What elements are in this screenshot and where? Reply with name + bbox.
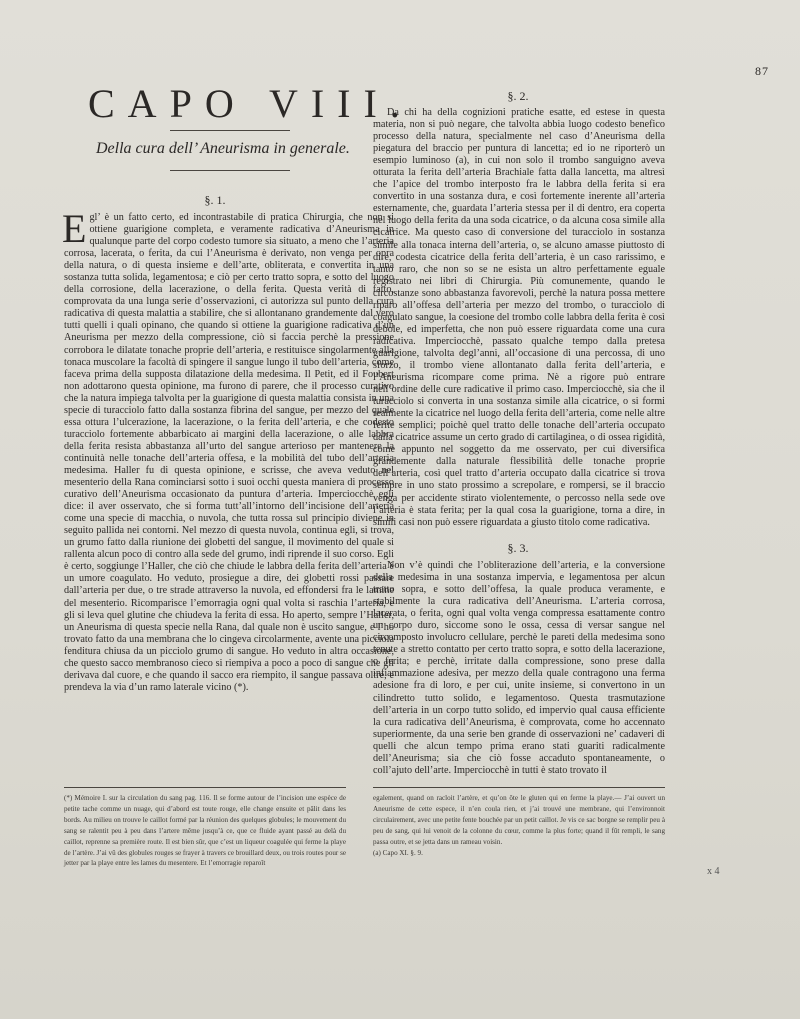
- page-number: 87: [755, 64, 769, 78]
- drop-cap: E: [62, 206, 87, 251]
- right-column-section-3: [373, 560, 665, 777]
- footnote-reference: (a) Capo XI. §. 9.: [373, 848, 423, 857]
- section-3-text: Non v’è quindi che l’obliterazione dell’arteria, e la conversione della medesima in una sostanza impervia, e legamentosa per alcun tratto sopra, e sotto dell’offesa, la quale produca veramente, e stabilmente la cura radicativa dell’Aneurisma. L’arteria corrosa, lacerata, o ferita, ogni qual volta venga compressa esattamente contro un corpo duro, siccome sono le ossa, cessa di versar sangue nel circomposto involucro cellulare, perchè le pareti della medesima sono tenute a stretto contatto per certo tratto sopra, e sotto della lacerazione, o ferita; e perchè, irritate dalla compressione, sono prese dalla infiammazione adesiva, per mezzo della quale contragono una ferma adesione fra di loro, e per cui, unite insieme, si convertono in un cilindretto tutto solido, e legamentoso. Questa trasmutazione dell’arteria in un corpo tutto solido, ed impervio qual causa efficiente la cura radicativa dell’Aneurisma, è comprovata, come ho accennato superiormente, da una serie ben grande di osservazioni ne’ cadaveri di quelli che alcun tempo prima erano stati guariti radicalmente dell’Aneurisma; sia che ciò fosse accaduto spontaneamente, o coll’ajuto dell’arte. Imperciocchè in tutti è stato trovato il: [373, 560, 665, 776]
- footnote-left: [64, 793, 346, 869]
- section-1-mark: §. 1.: [204, 193, 226, 207]
- section-1-paragraph: [62, 206, 394, 694]
- left-column: [62, 206, 394, 694]
- section-2-mark: §. 2.: [507, 89, 529, 103]
- subtitle-rule: [170, 170, 290, 171]
- footnote-right-text: egalement, quand on racloit l’artère, et qu’on ôte le gluten qui en ferme la playe.— J’ai ouvert un Aneurisme de cette espece, il n’en coula rien, et j’ai trouvé une membrane, qui l’environnoit circulairement, avec une petite fente bouchée par un petit caillot. Je vis ce sac borgne se remplir peu à peu de sang, qui lui venoit de la colonne du cœur, comme la plus forte; quand il fût rempli, le sang passa outre, et se jetta dans un rameau voisin.: [373, 794, 665, 846]
- section-1-text: gl’ è un fatto certo, ed incontrastabile di pratica Chirurgia, che non si ottiene guarigione completa, e veramente radicativa d’Aneurisma in qualunque parte del corpo codesto tumore sia situato, a meno che l’arteria corrosa, lacerata, o ferita, da cui l’Aneurisma è derivato, non venga per opra della natura, o di questa insieme e dell’arte, obliterata, e convertita in una sostanza tutta solida, legamentosa; e ciò per certo tratto sopra, e sotto del luogo della corrosione, della lacerazione, o della ferita. Questa verità di fatto, comprovata da una lunga serie d’osservazioni, ci autorizza sul punto della cura radicativa di questa malattia a stabilire, che si allontanano grandemente dal vero tutti quelli i quali opinano, che quando si ottiene la guarigione radicativa d’un Aneurisma per mezzo della compressione, ciò si faccia perchè la pressione corrobora le dilatate tonache proprie dell’arteria, e restituisce singolarmente alla tonaca muscolare la facoltà di spingere il sangue lungo il tubo dell’arteria, come faceva prima della supposta dilatazione della medesima. Il Petit, ed il Foubert non adottarono questa opinione, ma furono di parere, che il processo curativo che la natura impiega talvolta per la guarigione di questa malattia consista in una specie di turacciolo fatto dalla sostanza fibrina del sangue, per mezzo del quale essa ottura l’ulcerazione, la lacerazione, o la ferita dell’arteria, e che codesto turacciolo fortemente abbarbicato ai margini della lacerazione, o alle labbra della ferita resista abbastanza all’urto del sangue arterioso per mantenere la continuità nelle tonache dell’arteria offesa, e la mobilità del tubo dell’arteria medesima. Haller fu di questa opinione, e scrisse, che aveva veduto nel mesenterio della Rana cominciarsi sotto i suoi occhi questa maniera di processo curativo dell’Aneurisma occasionato da puntura d’arteria. Imperciocchè egli dice: il aver osservato, che si forma tutt’all’intorno dell’incisione dell’arteria come una specie di macchia, o nuvola, che tutta rossa sul principio diviene in seguito pallida nei contorni. Nel mezzo di questa nuvola, continua egli, si trova, un grumo fatto dalla riunione dei globetti del sangue, il movimento del quale si rallenta alcun poco di contro alla sede del grumo, indi riprende il suo corso. Egli è certo, soggiunge l’Haller, che ciò che chiude le labbra della ferita dell’arteria è un umore coagulato. Ho veduto, prosiegue a dire, dei globetti rossi passare dall’arteria per due, o tre strade attraverso la nuvola, ed effondersi fra le lamine del mesenterio. Ricomparisce l’emorragia ogni qual volta si raschia l’arteria, e gli si leva quel glutine che chiudeva la ferita di essa. Ho aperto, sempre l’Haller, un Aneurisma di questa specie nella Rana, dal quale non è uscito sangue, e l’ho trovato fatto da una membrana che lo cingeva circolarmente, avente una picciola fenditura chiusa da un picciolo grumo di sangue. Ho veduto in altra occasione, che questo sacco membranoso cieco si riempiva a poco a poco di sangue che gli derivava dal cuore, e che quando il sacco era riempito, il sangue passava oltre, e prendeva la via d’un ramo laterale vicino (*).: [64, 212, 394, 693]
- footnote-left-text: (*) Mémoire I. sur la circulation du sang pag. 116. Il se forme autour de l’incision une espèce de petite tache comme un nuage, qui d’abord est toute rouge, elle change ensuite et pâlit dans les bords. Au milieu on trouve le caillot formé par la réunion des quelques globules; le mouvement du sang se ralentit peu à peu dans l’artere même jusqu’à ce, que ce fluide ayant passé au delà du caillot, reprenne sa première route. Il est bien sûr, que c’est un liqueur coagulée qui ferme la playe de l’artère. J’ai vû des globules rouges se frayer à travers ce brouillard deux, ou trois routes pour se jetter par la playe entre les lames du mesentere. Et l’emorragie reparoît: [64, 794, 346, 868]
- chapter-subtitle: Della cura dell’ Aneurisma in generale.: [96, 140, 350, 157]
- right-column-section-2: [373, 107, 665, 529]
- signature-mark: x 4: [707, 866, 720, 877]
- footnote-separator-right: [373, 787, 665, 788]
- title-rule: [170, 130, 290, 131]
- footnote-separator-left: [64, 787, 346, 788]
- section-2-text: Da chi ha della cognizioni pratiche esatte, ed estese in questa materia, non si può negare, che talvolta abbia luogo codesto benefico processo della natura, specialmente nel caso d’Aneurisma della piegatura del braccio per puntura di lancetta; ed io ne riporterò un esempio luminoso (a), in cui non solo il trombo sanguigno aveva otturata la ferita dell’arteria Brachiale fatta dalla lancetta, ma altresì che l’apice del trombo interposto fra le labbra della ferita si era convertito in una sostanza dura, e così fortemente inerente all’arteria esternamente, che, guardata l’arteria stessa per il di dentro, era coperta nel luogo della ferita da una soda cicatrice, o da alcuna cosa simile alla cicatrice. Ma questo caso di conversione del turacciolo in sostanza simile alla tonaca interna dell’arteria, o, se alcuno amasse piuttosto di dire, codesta cicatrice della ferita dell’arteria, è un caso rarissimo, e tanto raro, che non so se ne esista un altro perfettamente eguale registrato nei libri di Chirurgia. Più comunemente, quando le circostanze sono abbastanza favorevoli, perchè la natura possa mettere riparo all’offesa dell’arteria per mezzo del trombo, o turacciolo di coagulato sangue, la coesione del trombo colle labbra della ferita è così debole, ed imperfetta, che non può essere riguardata come una cura radicativa. Imperciocchè, passato qualche tempo dalla pretesa guarigione, talvolta degl’anni, all’occasione di una percossa, di uno sforzo, il trombo viene allontanato dalla ferita dell’arteria, e l’Aneurisma ricompare come prima. Nè a rigore può entrare nell’ordine delle cure radicative il primo caso. Imperciocchè, sia che il turacciolo si converta in una sostanza simile alla cicatrice, o si formi realmente la cicatrice nel luogo della ferita dell’arteria, come nelle altre ferite semplici; poichè quel tratto delle tonache dell’arteria occupato dalla cicatrice assume un certo grado di cartilaginea, o di ossea rigidità, come appunto nel soggetto da me osservato, per cui diversifica grandemente dalla naturale flessibilità delle tonache proprie dell’arteria, così quel tratto d’arteria occupato dalla cicatrice si trova sempre in uno stato prossimo a screpolare, e rompersi, se il braccio venga per accidente stirato violentemente, o percosso nella sede ove l’arteria è stata ferita; per la qual cosa la guarigione, torna a dire, in simili casi non può essere riguardata a giusto titolo come radicativa.: [373, 107, 665, 528]
- chapter-title: CAPO VIII.: [88, 81, 413, 126]
- section-3-mark: §. 3.: [507, 541, 529, 555]
- footnote-right: [373, 793, 665, 858]
